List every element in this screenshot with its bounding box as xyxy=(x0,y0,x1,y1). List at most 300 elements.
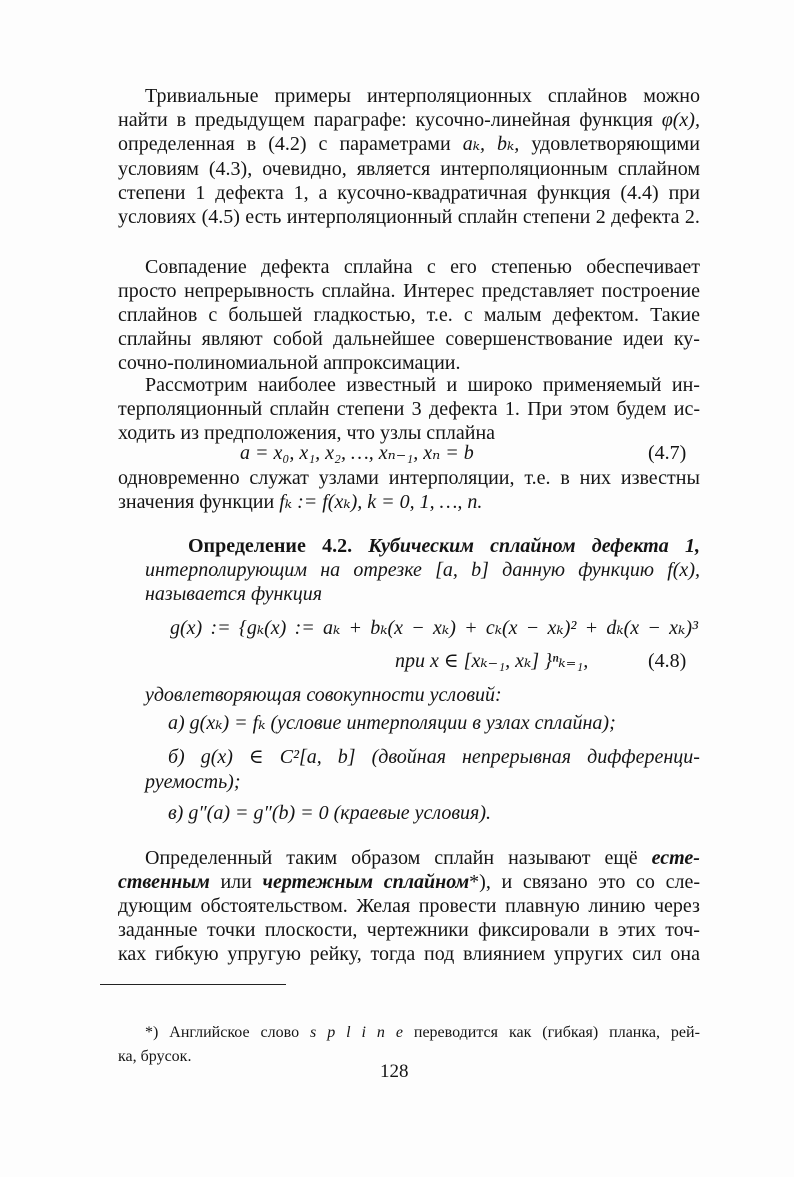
text-segment: известный xyxy=(346,374,437,396)
text-segment: в xyxy=(176,109,187,131)
text-segment: функция xyxy=(579,109,653,131)
text-segment: отрезке xyxy=(353,559,422,581)
text-segment: интерполяционный xyxy=(286,206,453,228)
body-line xyxy=(145,683,502,707)
word-group xyxy=(463,132,485,156)
text-segment: терполяционный xyxy=(118,398,263,420)
word-group xyxy=(482,279,594,303)
text-segment: широко xyxy=(467,374,533,396)
word-group xyxy=(362,1022,366,1044)
text-segment: Тривиальные xyxy=(145,85,259,107)
word-group xyxy=(611,205,679,229)
word-group xyxy=(344,255,413,279)
text-segment: ∈ xyxy=(248,746,264,768)
text-segment: дальнейшее xyxy=(333,328,435,350)
word-group xyxy=(320,558,340,582)
word-group xyxy=(433,616,456,640)
text-segment: плавную xyxy=(505,895,580,917)
text-segment: f(x), xyxy=(667,559,700,581)
math-expression: := xyxy=(294,617,315,639)
text-segment: рейку, xyxy=(309,943,362,965)
word-group xyxy=(670,942,700,966)
text-segment: параграфе: xyxy=(313,109,407,131)
word-group xyxy=(652,846,700,870)
text-segment: степени xyxy=(118,182,186,204)
word-group xyxy=(145,1022,158,1044)
word-group xyxy=(599,918,608,942)
word-group xyxy=(647,616,661,640)
word-group xyxy=(337,181,527,205)
word-group xyxy=(145,373,248,397)
text-segment: узлами xyxy=(318,467,379,489)
text-segment: степени xyxy=(336,398,405,420)
word-group xyxy=(261,255,329,279)
word-group xyxy=(313,303,415,327)
body-line xyxy=(118,466,700,490)
word-group xyxy=(294,181,309,205)
text-segment: гибкую xyxy=(155,943,219,965)
word-group xyxy=(273,327,323,351)
word-group xyxy=(669,181,700,205)
text-segment: сплайн xyxy=(434,847,495,869)
word-group xyxy=(508,846,590,870)
word-group xyxy=(384,870,491,894)
word-group xyxy=(118,327,191,351)
math-expression: g(x) xyxy=(170,617,203,639)
word-group xyxy=(207,918,255,942)
text-segment: Такие xyxy=(650,304,700,326)
text-segment: называется функция xyxy=(145,583,323,605)
word-group xyxy=(228,303,302,327)
word-group xyxy=(346,1022,350,1044)
text-segment: дефектом. xyxy=(552,304,639,326)
word-group xyxy=(588,894,645,918)
math-expression: − xyxy=(525,617,540,639)
word-group xyxy=(524,466,550,490)
text-segment: дефекта xyxy=(611,206,680,228)
word-group xyxy=(145,255,247,279)
text-segment: малым xyxy=(483,304,542,326)
word-group xyxy=(155,942,218,966)
body-line xyxy=(168,745,700,769)
word-group xyxy=(585,616,599,640)
footnote-line xyxy=(145,1022,700,1044)
word-group xyxy=(665,918,700,942)
emphasized-text: сплайном xyxy=(490,535,576,557)
word-group xyxy=(543,373,662,397)
word-group xyxy=(578,558,654,582)
word-group xyxy=(463,942,545,966)
text-segment: наиболее xyxy=(257,374,336,396)
text-segment: т.е. xyxy=(426,304,453,326)
word-group xyxy=(168,745,185,769)
text-segment: с xyxy=(463,304,473,326)
text-segment: параметрами xyxy=(339,133,451,155)
text-segment: как xyxy=(508,1024,532,1041)
word-group xyxy=(424,942,454,966)
word-group xyxy=(268,132,306,156)
text-segment: условиях xyxy=(118,206,197,228)
text-segment: служат xyxy=(249,467,309,489)
text-segment: *) xyxy=(469,871,486,893)
word-group xyxy=(553,303,639,327)
emphasized-text: 1, xyxy=(684,535,700,557)
word-group xyxy=(169,1022,249,1044)
word-group xyxy=(322,534,352,558)
word-group xyxy=(548,616,577,640)
word-group xyxy=(261,1022,300,1044)
math-expression: aₖ, xyxy=(462,133,485,155)
word-group xyxy=(667,558,700,582)
word-group xyxy=(263,870,374,894)
word-group xyxy=(458,205,518,229)
body-line xyxy=(145,558,700,582)
text-segment: ин- xyxy=(671,374,700,396)
text-segment: степенью xyxy=(491,256,572,278)
text-segment: при xyxy=(668,182,700,204)
text-segment: сплайна. xyxy=(321,280,396,302)
word-group xyxy=(118,870,210,894)
body-line xyxy=(118,351,460,375)
text-segment: его xyxy=(450,256,477,278)
text-segment: интерполирующим xyxy=(145,559,308,581)
word-group xyxy=(258,373,336,397)
text-segment: чертежники xyxy=(366,919,469,941)
body-line xyxy=(170,616,698,640)
text-segment: интерполяции, xyxy=(388,467,515,489)
word-group xyxy=(596,205,606,229)
word-group xyxy=(209,157,252,181)
word-group xyxy=(249,466,309,490)
word-group xyxy=(270,397,330,421)
text-segment: кусочно-линейная xyxy=(415,109,571,131)
text-segment: а) g(xₖ) = fₖ (условие интерполяции в узлах сплайна); xyxy=(168,712,616,734)
text-segment: просто xyxy=(118,280,177,302)
word-group xyxy=(468,373,533,397)
math-expression: := xyxy=(210,617,231,639)
emphasized-text: 4.2. xyxy=(322,535,353,557)
word-group xyxy=(118,466,240,490)
word-group xyxy=(118,181,185,205)
word-group xyxy=(275,84,351,108)
word-group xyxy=(346,373,436,397)
word-group xyxy=(527,397,562,421)
text-segment: При xyxy=(527,398,563,420)
math-expression: + xyxy=(464,617,478,639)
word-group xyxy=(537,181,611,205)
text-segment: построение xyxy=(601,280,700,302)
word-group xyxy=(145,846,272,870)
text-segment: них xyxy=(579,467,612,489)
word-group xyxy=(118,303,197,327)
text-segment: непрерывная xyxy=(461,746,572,768)
equation-number-4-7: (4.7) xyxy=(648,442,687,464)
math-expression: bₖ, xyxy=(497,133,520,155)
text-segment: переводится xyxy=(413,1024,498,1041)
word-group xyxy=(429,397,497,421)
body-line xyxy=(118,490,482,514)
text-segment: ходить из предположения, что узлы сплайна xyxy=(118,422,496,444)
text-segment: точки xyxy=(206,919,256,941)
word-group xyxy=(497,132,519,156)
text-segment: удовлетворяющая совокупности условий: xyxy=(145,684,502,706)
text-segment: ещё xyxy=(604,847,638,869)
word-group xyxy=(620,181,658,205)
word-group xyxy=(570,397,609,421)
word-group xyxy=(464,303,473,327)
word-group xyxy=(592,534,669,558)
math-expression: fₖ := f(xₖ), k = 0, 1, …, n. xyxy=(279,491,483,513)
text-segment: n xyxy=(376,1024,385,1041)
word-group xyxy=(280,745,322,769)
text-segment: данную xyxy=(502,559,566,581)
word-group xyxy=(491,255,572,279)
text-segment: 1, xyxy=(293,182,309,204)
text-segment: упругую xyxy=(227,943,301,965)
math-expression: xₖ) xyxy=(433,617,456,639)
math-expression: a = x₀, x₁, x₂, …, xₙ₋₁, xₙ = b xyxy=(240,442,474,464)
word-group xyxy=(396,1022,403,1044)
word-group xyxy=(357,157,431,181)
word-group xyxy=(523,870,588,894)
text-segment: g(x) xyxy=(200,746,233,768)
word-group xyxy=(450,255,477,279)
text-segment: гладкостью, xyxy=(313,304,416,326)
word-group xyxy=(554,942,623,966)
word-group xyxy=(337,397,404,421)
text-segment: или xyxy=(220,871,252,893)
word-group xyxy=(195,108,305,132)
word-group xyxy=(319,466,379,490)
text-segment: есть xyxy=(245,206,282,228)
word-group xyxy=(471,558,489,582)
word-group xyxy=(636,870,655,894)
body-line xyxy=(145,770,241,794)
word-group xyxy=(587,745,700,769)
text-segment: обстоятельством. xyxy=(200,895,348,917)
text-segment: , xyxy=(485,871,491,893)
word-group xyxy=(618,157,700,181)
text-segment: (4.4) xyxy=(620,182,659,204)
text-segment: тогда xyxy=(370,943,416,965)
text-segment: применяемый xyxy=(542,374,662,396)
body-line xyxy=(145,582,322,606)
word-group xyxy=(265,918,358,942)
word-group xyxy=(403,279,474,303)
body-line xyxy=(118,942,700,966)
word-group xyxy=(411,616,425,640)
math-expression: xₖ)³ xyxy=(669,617,698,639)
text-segment: провести xyxy=(418,895,497,917)
text-segment: т.е. xyxy=(524,467,551,489)
body-line xyxy=(145,84,700,108)
text-segment: этом xyxy=(569,398,610,420)
word-group xyxy=(666,870,700,894)
text-segment: 3 xyxy=(411,398,422,420)
text-segment: кусочно-квадратичная xyxy=(337,182,528,204)
emphasized-text: чертежным xyxy=(262,871,374,893)
body-line xyxy=(118,108,700,132)
text-segment: представляет xyxy=(481,280,594,302)
body-line xyxy=(118,157,700,181)
text-segment: b] xyxy=(471,559,489,581)
text-segment: (двойная xyxy=(371,746,446,768)
word-group xyxy=(672,373,700,397)
word-group xyxy=(239,616,287,640)
text-segment: и xyxy=(446,374,458,396)
text-segment: б) xyxy=(168,746,185,768)
word-group xyxy=(586,255,700,279)
word-group xyxy=(445,327,612,351)
word-group xyxy=(609,1022,660,1044)
word-group xyxy=(462,745,571,769)
word-group xyxy=(118,397,262,421)
math-expression: + xyxy=(584,617,599,639)
text-segment: таким xyxy=(286,847,338,869)
text-segment: функция xyxy=(536,182,611,204)
text-segment: интерполяционных xyxy=(366,85,532,107)
text-segment: p xyxy=(327,1024,336,1041)
body-line xyxy=(168,801,491,825)
word-group xyxy=(416,108,571,132)
word-group xyxy=(118,918,198,942)
word-group xyxy=(202,327,263,351)
word-group xyxy=(632,942,662,966)
word-group xyxy=(170,616,202,640)
word-group xyxy=(287,205,453,229)
word-group xyxy=(412,397,422,421)
math-expression: bₖ(x xyxy=(370,617,404,639)
text-segment: точ- xyxy=(665,919,700,941)
text-segment: сплайн xyxy=(457,206,518,228)
equation-number-4-8: (4.8) xyxy=(648,650,687,672)
emphasized-text: Кубическим xyxy=(368,535,474,557)
text-segment: сле- xyxy=(665,871,700,893)
word-group xyxy=(685,205,700,229)
text-segment: в xyxy=(246,133,257,155)
text-segment: с xyxy=(426,256,436,278)
footnote-divider xyxy=(100,984,286,985)
word-group xyxy=(579,108,653,132)
word-group xyxy=(490,534,575,558)
text-segment: значения функции xyxy=(118,491,280,513)
word-group xyxy=(353,558,422,582)
word-group xyxy=(531,132,700,156)
text-segment: 1 xyxy=(195,182,206,204)
math-expression: dₖ(x xyxy=(606,617,640,639)
math-expression: xₖ)² xyxy=(547,617,577,639)
text-segment: с xyxy=(208,304,218,326)
text-segment: слово xyxy=(260,1024,300,1041)
text-segment: 2 xyxy=(595,206,606,228)
text-segment: Желая xyxy=(356,895,411,917)
text-segment: влиянием xyxy=(463,943,546,965)
word-group xyxy=(621,466,700,490)
body-line xyxy=(118,870,700,894)
word-group xyxy=(389,466,515,490)
text-segment: (гибкая) xyxy=(542,1024,599,1041)
text-segment: сил xyxy=(632,943,662,965)
word-group xyxy=(314,108,407,132)
word-group xyxy=(650,303,700,327)
word-group xyxy=(654,894,700,918)
word-group xyxy=(145,558,307,582)
text-segment: Английское xyxy=(169,1024,250,1041)
text-segment: собой xyxy=(273,328,323,350)
word-group xyxy=(295,616,315,640)
text-segment: степени xyxy=(522,206,591,228)
text-segment: *) xyxy=(145,1024,159,1041)
word-group xyxy=(323,616,340,640)
text-segment: ках xyxy=(118,943,147,965)
word-group xyxy=(145,84,258,108)
word-group xyxy=(188,534,306,558)
text-segment: C²[a, xyxy=(279,746,322,768)
text-segment: в xyxy=(598,919,609,941)
text-segment: являют xyxy=(201,328,263,350)
word-group xyxy=(671,1022,700,1044)
text-segment: обеспечивает xyxy=(586,256,700,278)
text-segment: будем xyxy=(616,398,667,420)
text-segment: Рассмотрим xyxy=(145,374,248,396)
text-segment: Совпадение xyxy=(145,256,247,278)
word-group xyxy=(351,846,420,870)
word-group xyxy=(201,745,233,769)
text-segment: Интерес xyxy=(403,280,475,302)
text-segment: (4.3), xyxy=(208,158,253,180)
body-line xyxy=(118,132,700,156)
word-group xyxy=(220,870,251,894)
body-line xyxy=(240,441,474,465)
word-group xyxy=(478,918,589,942)
word-group xyxy=(215,181,283,205)
word-group xyxy=(616,397,666,421)
text-segment: это xyxy=(598,871,626,893)
body-line xyxy=(145,846,700,870)
text-segment: ка, брусок. xyxy=(118,1048,192,1065)
text-segment: (4.2) xyxy=(268,133,307,155)
word-group xyxy=(464,616,478,640)
text-segment: под xyxy=(424,943,455,965)
word-group xyxy=(371,942,416,966)
text-segment: со xyxy=(636,871,655,893)
text-segment: большей xyxy=(228,304,303,326)
text-segment: i xyxy=(361,1024,366,1041)
text-segment: упругих xyxy=(553,943,624,965)
word-group xyxy=(560,466,569,490)
math-expression: {gₖ(x) xyxy=(238,617,287,639)
text-segment: дефекта xyxy=(215,182,284,204)
text-segment: можно xyxy=(643,85,700,107)
text-segment: совершенствование xyxy=(445,328,613,350)
word-group xyxy=(245,205,281,229)
text-segment: сплайны xyxy=(118,328,192,350)
word-group xyxy=(434,846,494,870)
text-segment: e xyxy=(395,1024,403,1041)
word-group xyxy=(502,558,565,582)
body-line xyxy=(118,397,700,421)
text-segment: сплайнов xyxy=(547,85,628,107)
text-segment: является xyxy=(356,158,431,180)
word-group xyxy=(262,157,346,181)
body-line xyxy=(118,894,700,918)
word-group xyxy=(618,918,656,942)
word-group xyxy=(580,466,611,490)
text-segment: сплайном xyxy=(617,158,700,180)
page-number: 128 xyxy=(380,1061,409,1082)
text-segment: b] xyxy=(337,746,356,768)
text-segment: предыдущем xyxy=(194,109,305,131)
